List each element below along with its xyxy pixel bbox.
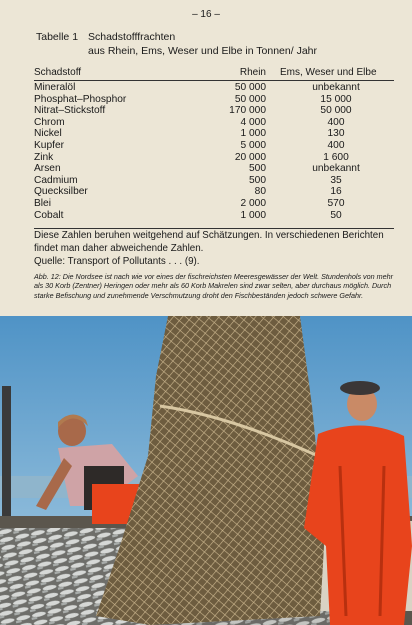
cell-substance: Nickel (34, 128, 62, 140)
cell-rhein: 2 000 (240, 197, 266, 209)
fishing-photo (0, 316, 412, 625)
cell-rhein: 5 000 (240, 139, 266, 151)
table-row (34, 198, 394, 210)
page-number: – 16 – (192, 9, 220, 20)
right-fisherman-cap (340, 381, 380, 395)
cell-substance: Kupfer (34, 139, 65, 151)
cell-substance: Arsen (34, 163, 61, 175)
cell-ems-weser-elbe: 400 (327, 116, 345, 128)
cell-rhein: 80 (254, 186, 266, 198)
cell-ems-weser-elbe: 50 (330, 209, 342, 221)
table-row (34, 210, 394, 222)
table-bottom-rule (34, 228, 394, 229)
cell-substance: Chrom (34, 116, 65, 128)
cell-rhein: 50 000 (234, 93, 266, 105)
table-body (34, 82, 394, 221)
table-row (34, 152, 394, 164)
cell-substance: Zink (34, 151, 54, 163)
table-row (34, 128, 394, 140)
cell-substance: Mineralöl (34, 82, 76, 93)
cell-substance: Quecksilber (34, 186, 88, 198)
cell-rhein: 4 000 (240, 116, 266, 128)
table-row (34, 186, 394, 198)
cell-rhein: 20 000 (234, 151, 266, 163)
cell-ems-weser-elbe: unbekannt (312, 163, 360, 175)
cell-substance: Phosphat–Phosphor (34, 93, 127, 105)
table-row (34, 94, 394, 106)
cell-ems-weser-elbe: 570 (327, 197, 345, 209)
cell-substance: Cadmium (34, 174, 78, 186)
header-substance: Schadstoff (34, 67, 82, 78)
header-rhein: Rhein (239, 67, 266, 78)
table-title-line1: Schadstofffrachten (88, 31, 176, 43)
cell-rhein: 170 000 (229, 105, 266, 117)
cell-ems-weser-elbe: 400 (327, 139, 345, 151)
cell-ems-weser-elbe: 35 (330, 174, 342, 186)
table-row (34, 163, 394, 175)
cell-ems-weser-elbe: unbekannt (312, 82, 360, 93)
cell-rhein: 1 000 (240, 209, 266, 221)
cell-ems-weser-elbe: 1 600 (323, 151, 349, 163)
cell-ems-weser-elbe: 16 (330, 186, 342, 198)
cell-ems-weser-elbe: 130 (327, 128, 345, 140)
table-row (34, 117, 394, 129)
mast (2, 386, 11, 526)
table-row (34, 140, 394, 152)
table-source: Quelle: Transport of Pollutants . . . (9). (34, 256, 200, 267)
table-row (34, 175, 394, 187)
cell-rhein: 500 (249, 174, 266, 186)
cell-substance: Cobalt (34, 209, 64, 221)
cell-rhein: 50 000 (234, 82, 266, 93)
cell-substance: Blei (34, 197, 51, 209)
table-row (34, 82, 394, 94)
cell-rhein: 500 (249, 163, 266, 175)
cell-substance: Nitrat–Stickstoff (34, 105, 106, 117)
cell-ems-weser-elbe: 15 000 (320, 93, 352, 105)
cell-rhein: 1 000 (240, 128, 266, 140)
table-title (36, 30, 317, 58)
table-note: Diese Zahlen beruhen weitgehend auf Schätzungen. In verschiedenen Berichten findet man daher abweichende Zahlen. (34, 230, 384, 254)
cell-ems-weser-elbe: 50 000 (320, 105, 352, 117)
table-row (34, 105, 394, 117)
figure-caption: Abb. 12: Die Nordsee ist nach wie vor eines der fischreichsten Meeresgewässer der Welt. Stundenhols von mehr als 30 Korb (Zentner) Heringen oder mehr als 60 Korb Makrelen sind zwar selten, aber durchaus möglich. Durch starke Befischung und zunehmende Verschmutzung droht den Fischbeständen jedoch schwere Gefahr. (34, 272, 394, 300)
header-ems-weser-elbe: Ems, Weser und Elbe (280, 67, 377, 78)
table-label: Tabelle 1 (36, 31, 79, 43)
table-header (34, 66, 394, 81)
table-title-line2: aus Rhein, Ems, Weser und Elbe in Tonnen/ Jahr (88, 45, 317, 57)
